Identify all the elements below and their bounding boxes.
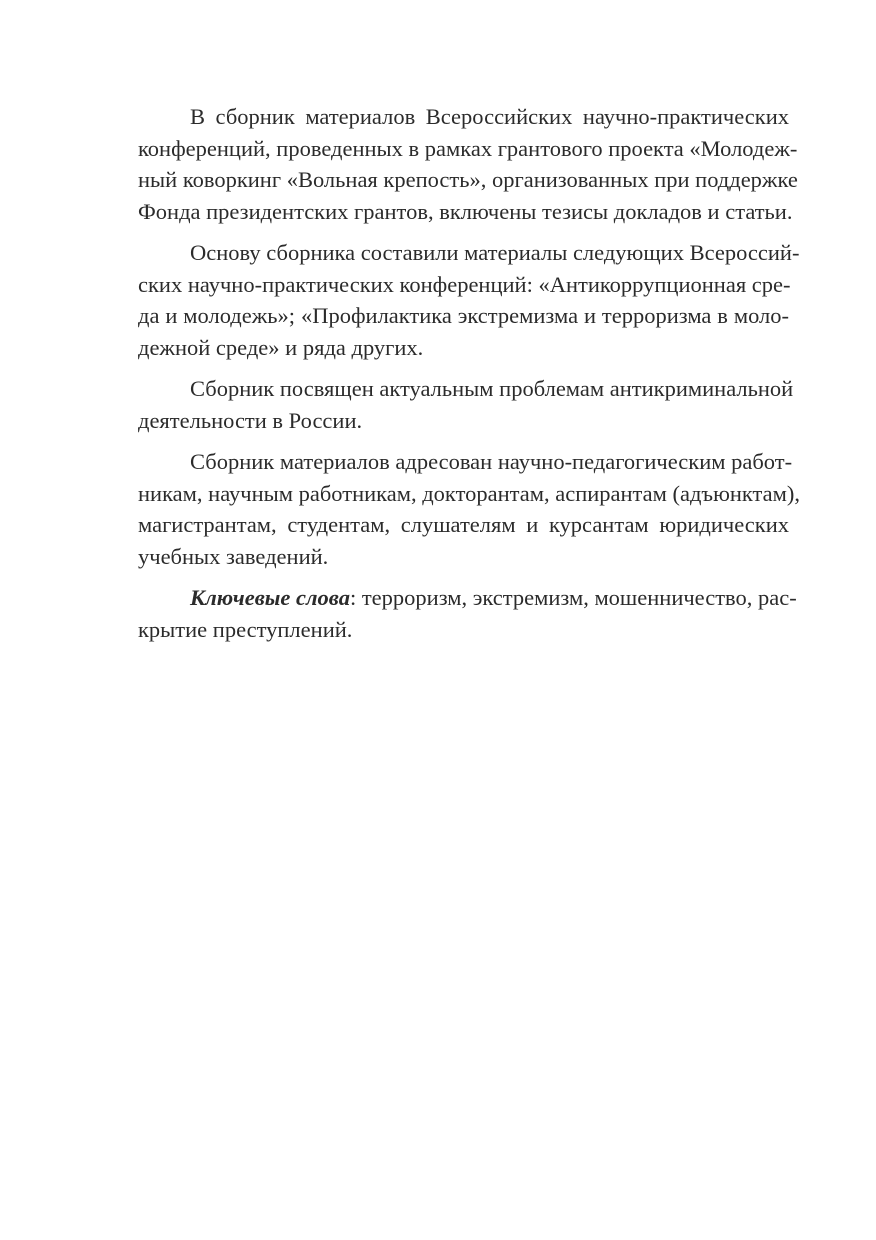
text-line: деятельности в России.	[138, 407, 363, 433]
text-line: конференций, проведенных в рамках грантового проекта «Молодеж-	[138, 135, 798, 161]
text-line: Основу сборника составили материалы следующих Всероссий-	[190, 240, 800, 265]
keywords-list-end: крытие преступлений.	[138, 616, 353, 642]
paragraph-topic	[86, 373, 794, 436]
paragraph-conferences	[86, 237, 800, 363]
paragraph-keywords	[86, 582, 797, 645]
text-line: учебных заведений.	[138, 543, 329, 569]
paragraph-audience	[86, 446, 801, 572]
text-line: Сборник материалов адресован научно-педагогическим работ-	[190, 449, 793, 474]
text-line: магистрантам, студентам, слушателям и курсантам юридических	[138, 512, 789, 537]
text-line: ских научно-практических конференций: «Антикоррупционная сре-	[138, 271, 791, 297]
keywords-line	[86, 582, 797, 614]
text-line: Фонда президентских грантов, включены тезисы докладов и статьи.	[138, 198, 793, 224]
text-line: В сборник материалов Всероссийских научно-практических	[190, 104, 789, 129]
text-line: да и молодежь»; «Профилактика экстремизма и терроризма в моло-	[138, 303, 789, 328]
document-page	[86, 101, 801, 655]
paragraph-collection-description	[86, 101, 798, 227]
keywords-label: Ключевые слова	[190, 585, 350, 610]
text-line: ный коворкинг «Вольная крепость», организованных при поддержке	[138, 167, 798, 192]
keywords-list-start: : терроризм, экстремизм, мошенничество, рас-	[349, 585, 797, 610]
text-line: дежной среде» и ряда других.	[138, 334, 424, 360]
text-line: никам, научным работникам, докторантам, аспирантам (адъюнктам),	[138, 480, 801, 506]
text-line: Сборник посвящен актуальным проблемам антикриминальной	[190, 376, 794, 401]
